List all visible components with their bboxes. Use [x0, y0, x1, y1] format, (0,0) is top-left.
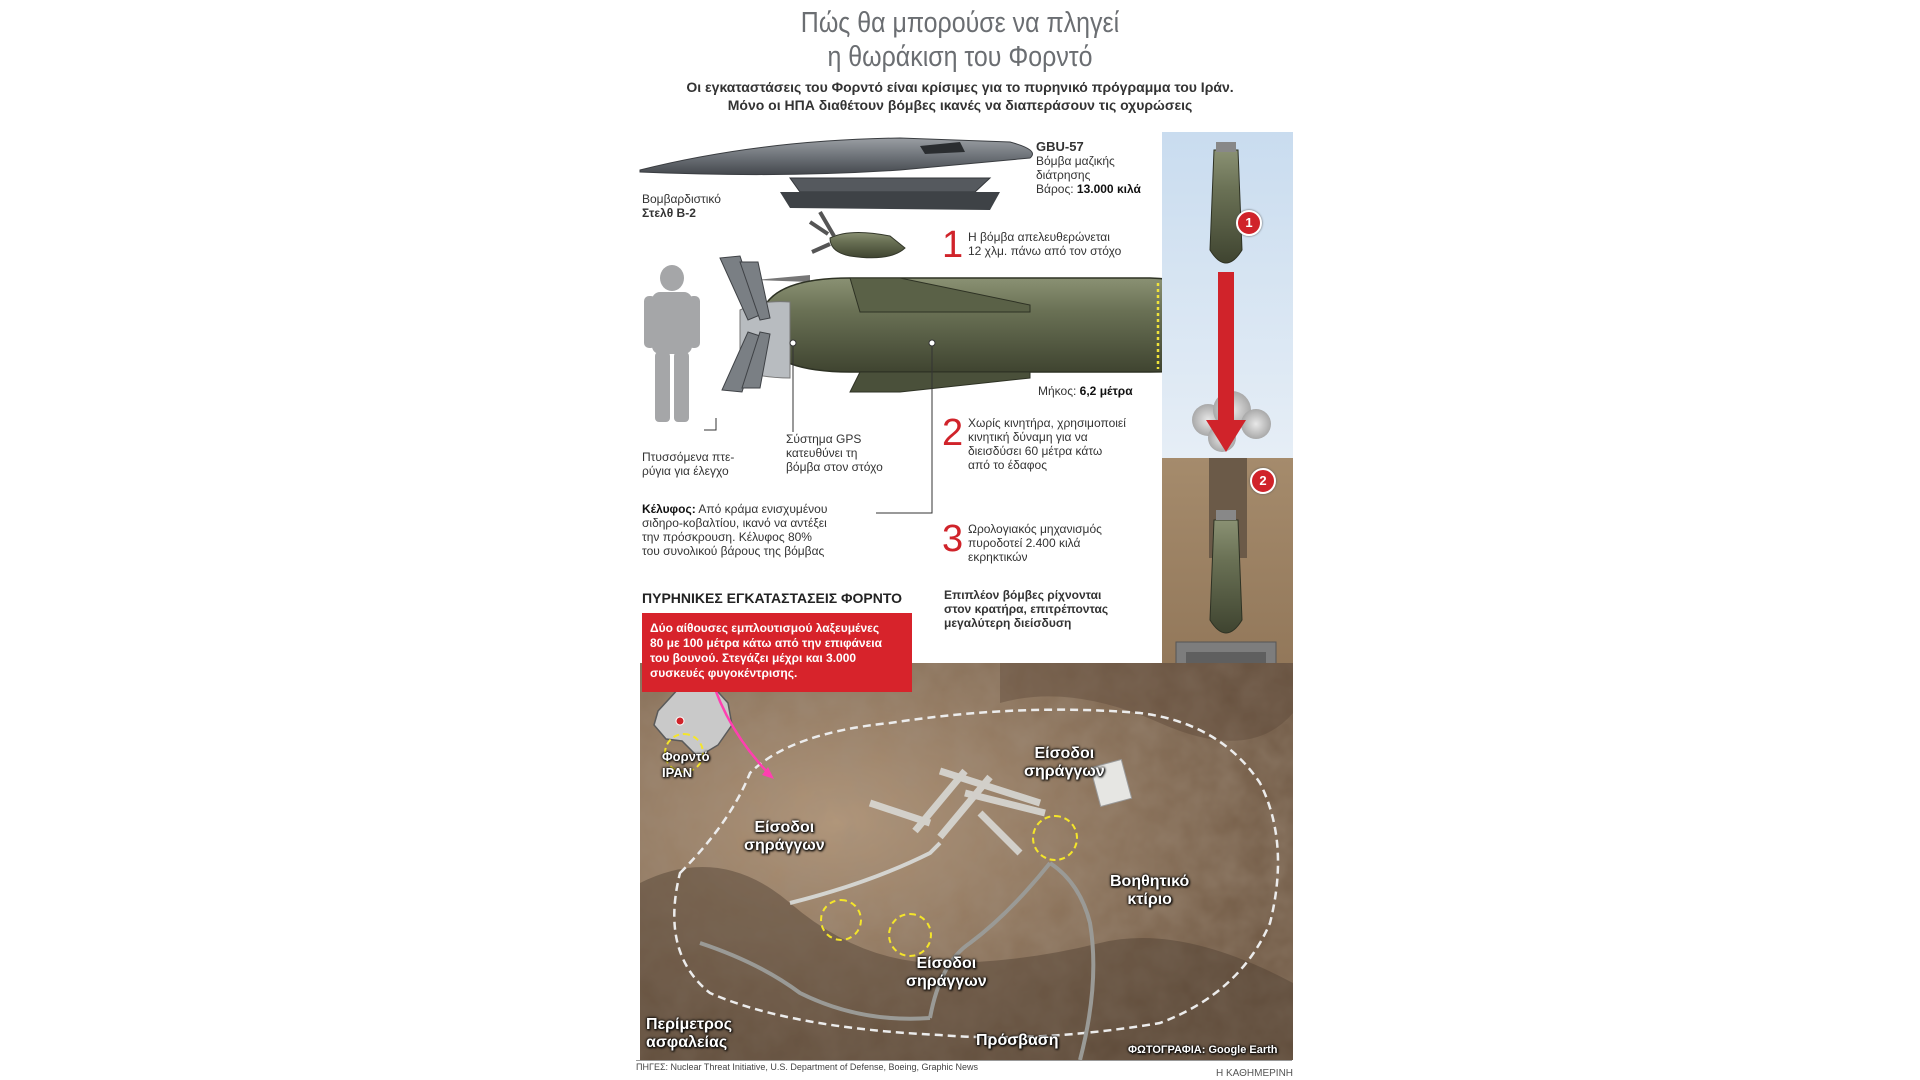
facilities-heading: ΠΥΡΗΝΙΚΕΣ ΕΓΚΑΤΑΣΤΑΣΕΙΣ ΦΟΡΝΤΟ: [642, 590, 903, 606]
length-label: Μήκος: 6,2 μέτρα: [1038, 384, 1133, 398]
step-number-3: 3: [942, 518, 964, 560]
step-number-1: 1: [942, 224, 964, 266]
extra-bombs-note: Επιπλέον βόμβες ρίχνονται στον κρατήρα, επιτρέποντας μεγαλύτερη διείσδυση: [944, 588, 1109, 630]
soldier-silhouette: [644, 265, 700, 422]
subtitle-line-2: Μόνο οι ΗΠΑ διαθέτουν βόμβες ικανές να διαπεράσουν τις οχυρώσεις: [727, 97, 1193, 113]
publisher-name: Η ΚΑΘΗΜΕΡΙΝΗ: [1216, 1068, 1294, 1079]
tunnel-marker-south: [888, 913, 932, 957]
gps-label: Σύστημα GPS κατευθύνει τη βόμβα στον στόχο: [786, 432, 883, 474]
footer-divider: [636, 1060, 1292, 1061]
step-1-text: Η βόμβα απελευθερώνεται 12 χλμ. πάνω από τον στόχο: [968, 230, 1122, 258]
tunnel-marker-west: [820, 899, 862, 941]
step-badge-1: 1: [1236, 210, 1262, 236]
tunnel-label-west: Είσοδοι σηράγγων: [744, 819, 825, 854]
step-number-2: 2: [942, 412, 964, 454]
tunnel-label-north: Είσοδοι σηράγγων: [1024, 745, 1105, 780]
fins-label: Πτυσσόμενα πτε- ρύγια για έλεγχο: [642, 450, 735, 478]
shell-label: Κέλυφος: Από κράμα ενισχυμένου σιδηρο-κοβαλτίου, ικανό να αντέξει την πρόσκρουση. Κέλυφος 80% του συνολικού βάρους της βόμβας: [642, 502, 828, 558]
step-3-text: Ωρολογιακός μηχανισμός πυροδοτεί 2.400 κιλά εκρηκτικών: [968, 522, 1102, 564]
step-badge-2: 2: [1250, 468, 1276, 494]
satellite-map: [640, 663, 1293, 1060]
perimeter-label: Περίμετρος ασφαλείας: [646, 1016, 733, 1051]
enrichment-halls-callout: Δύο αίθουσες εμπλουτισμού λαξευμένες 80 με 100 μέτρα κάτω από την επιφάνεια του βουνού. Στεγάζει μέχρι και 3.000 συσκευές φυγοκέντρισης.: [642, 613, 912, 692]
step-2-text: Χωρίς κινητήρα, χρησιμοποιεί κινητική δύναμη για να διεισδύσει 60 μέτρα κάτω από το έδαφος: [968, 416, 1126, 472]
photo-credit: ΦΩΤΟΓΡΑΦΙΑ: Google Earth: [1128, 1044, 1278, 1056]
bomber-label: Βομβαρδιστικό Στελθ B-2: [642, 192, 721, 220]
title-line-1: Πώς θα μπορούσε να πληγεί: [800, 7, 1120, 39]
tunnel-marker-east: [1032, 815, 1078, 861]
access-label: Πρόσβαση: [976, 1032, 1059, 1049]
satellite-map-drawing: [640, 663, 1293, 1060]
small-released-bomb: [810, 212, 905, 258]
subtitle-line-1: Οι εγκαταστάσεις του Φορντό είναι κρίσιμες για το πυρηνικό πρόγραμμα του Ιράν.: [686, 79, 1234, 95]
gbu57-label: GBU-57 Βόμβα μαζικής διάτρησης Βάρος: 13.000 κιλά: [1036, 139, 1141, 196]
tunnel-label-south: Είσοδοι σηράγγων: [906, 955, 987, 990]
sources-note: ΠΗΓΕΣ: Nuclear Threat Initiative, U.S. Department of Defense, Boeing, Graphic News: [636, 1062, 978, 1072]
map-inset-label: Φορντό ΙΡΑΝ: [662, 749, 710, 780]
aux-building-label: Βοηθητικό κτίριο: [1110, 873, 1190, 908]
title-line-2: η θωράκιση του Φορντό: [827, 41, 1093, 73]
